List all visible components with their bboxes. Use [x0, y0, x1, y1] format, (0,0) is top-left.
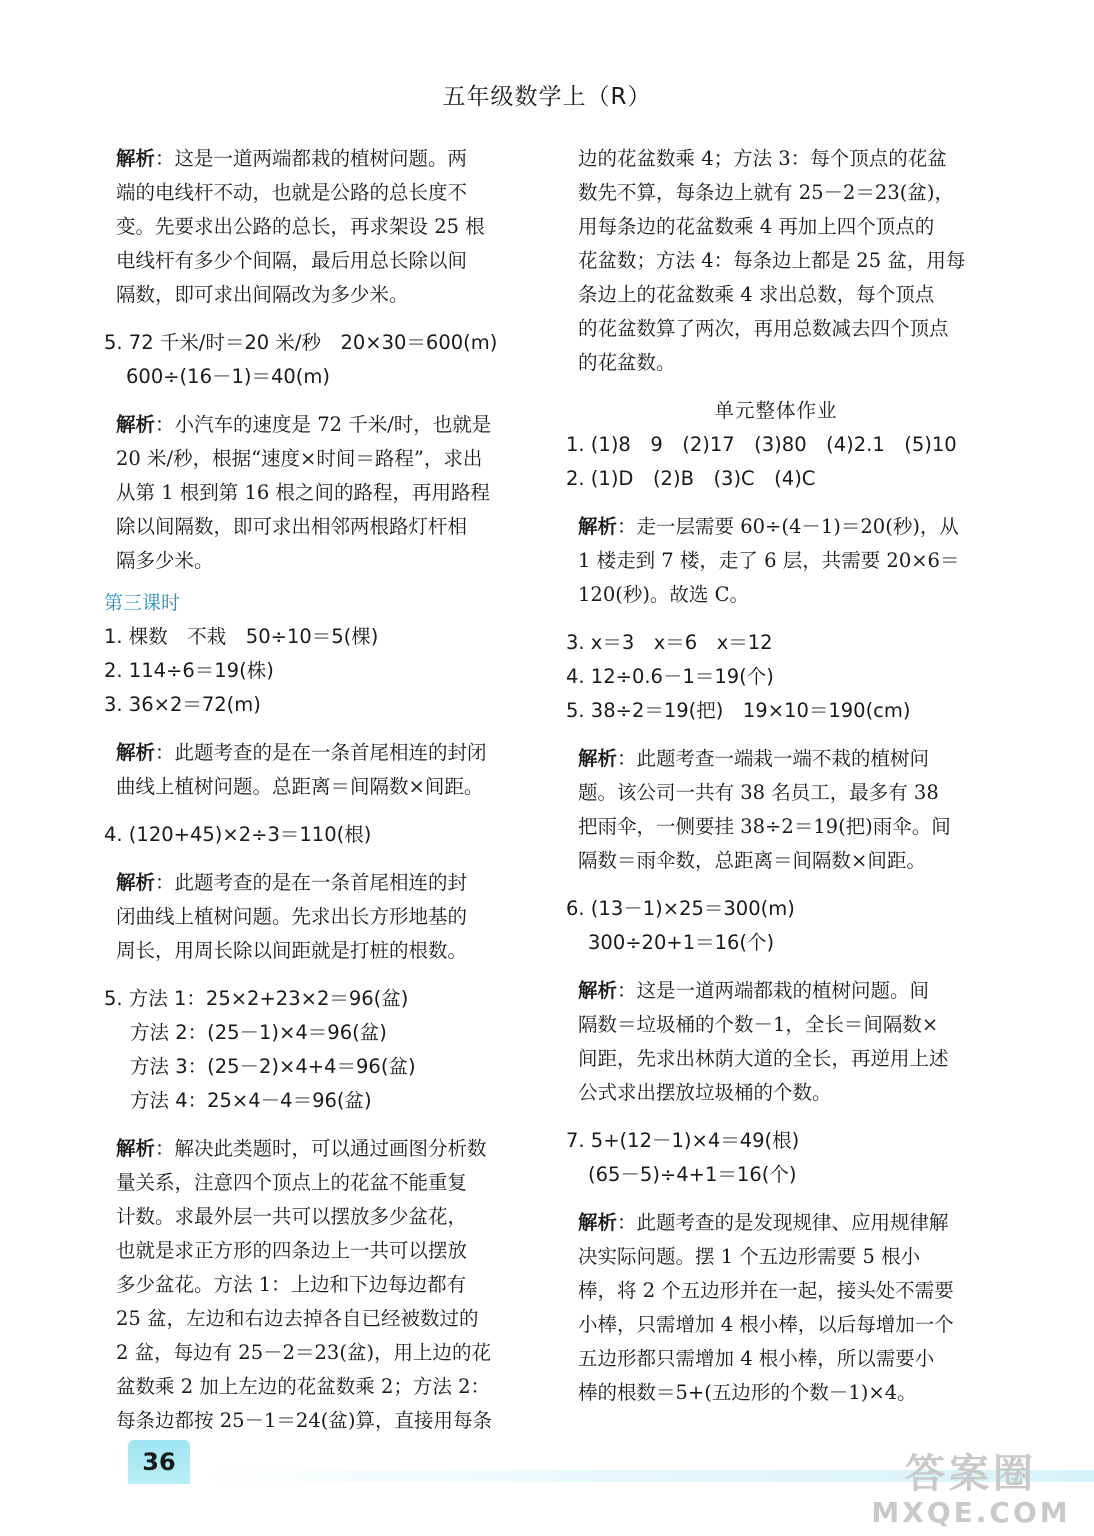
analysis-text: 每条边都按 25－1＝24(盆)算，直接用每条 [116, 1409, 492, 1432]
analysis-label: 解析 [116, 413, 156, 436]
analysis-block [104, 866, 528, 968]
answer-line: 300÷20+1＝16(个) [588, 931, 775, 954]
analysis-block [566, 742, 986, 878]
analysis-text: 除以间隔数，即可求出相邻两根路灯杆相 [116, 515, 468, 538]
analysis-text: 小棒，只需增加 4 根小棒，以后每增加一个 [578, 1313, 954, 1336]
analysis-text: 计数。求最外层一共可以摆放多少盆花， [116, 1205, 468, 1228]
answer-line: 方法 4：25×4－4＝96(盆) [130, 1089, 372, 1112]
analysis-text: 电线杆有多少个间隔，最后用总长除以间 [116, 249, 468, 272]
page-number: 36 [128, 1440, 190, 1484]
analysis-text: ：这是一道两端都栽的植树问题。间 [617, 979, 930, 1002]
answer-block [104, 982, 528, 1118]
answer-block [104, 818, 528, 852]
answer-block [104, 326, 528, 394]
page-header-title: 五年级数学上（R） [442, 84, 652, 110]
analysis-text: 盆数乘 2 加上左边的花盆数乘 2；方法 2： [116, 1375, 491, 1398]
analysis-text: 25 盆，左边和右边去掉各自已经被数过的 [116, 1307, 479, 1330]
analysis-text: 隔数，即可求出间隔改为多少米。 [116, 283, 409, 306]
analysis-text: 隔多少米。 [116, 549, 214, 572]
answer-line: 方法 3：(25－2)×4+4＝96(盆) [130, 1055, 416, 1078]
analysis-text: 从第 1 根到第 16 根之间的路程，再用路程 [116, 481, 491, 504]
analysis-text: 周长，用周长除以间距就是打桩的根数。 [116, 939, 468, 962]
answer-block [566, 626, 986, 728]
analysis-text: 题。该公司一共有 38 名员工，最多有 38 [578, 781, 939, 804]
section-title: 第三课时 [104, 592, 181, 614]
analysis-text: 的花盆数。 [578, 351, 676, 374]
analysis-text: 1 楼走到 7 楼，走了 6 层，共需要 20×6＝ [578, 549, 960, 572]
analysis-text: 花盆数；方法 4：每条边上都是 25 盆，用每 [578, 249, 966, 272]
analysis-block [104, 1132, 528, 1438]
analysis-text: 量关系，注意四个顶点上的花盆不能重复 [116, 1171, 468, 1194]
analysis-text: 曲线上植树问题。总距离＝间隔数×间距。 [116, 775, 484, 798]
analysis-text: 把雨伞，一侧要挂 38÷2＝19(把)雨伞。间 [578, 815, 951, 838]
answer-line: 4. (120+45)×2÷3＝110(根) [104, 823, 372, 846]
analysis-text: 棒的根数＝5+(五边形的个数－1)×4。 [578, 1381, 917, 1404]
analysis-text: 也就是求正方形的四条边上一共可以摆放 [116, 1239, 468, 1262]
analysis-label: 解析 [116, 871, 156, 894]
analysis-text: 120(秒)。故选 C。 [578, 583, 750, 606]
analysis-text: ：此题考查一端栽一端不栽的植树问 [617, 747, 930, 770]
answer-block [566, 428, 986, 496]
analysis-label: 解析 [578, 979, 618, 1002]
analysis-text: ：走一层需要 60÷(4－1)＝20(秒)，从 [617, 515, 959, 538]
answer-block [566, 1124, 986, 1192]
analysis-block [104, 408, 528, 578]
analysis-label: 解析 [578, 1211, 618, 1234]
analysis-label: 解析 [116, 147, 156, 170]
analysis-text: 端的电线杆不动，也就是公路的总长度不 [116, 181, 468, 204]
analysis-label: 解析 [578, 747, 618, 770]
analysis-text: ：这是一道两端都栽的植树问题。两 [155, 147, 468, 170]
answer-line: 600÷(16－1)＝40(m) [126, 365, 331, 388]
analysis-text: 2 盆，每边有 25－2＝23(盆)，用上边的花 [116, 1341, 492, 1364]
answer-line: 7. 5+(12－1)×4＝49(根) [566, 1129, 800, 1152]
answer-line: 4. 12÷0.6－1＝19(个) [566, 665, 774, 688]
answer-line: 方法 2：(25－1)×4＝96(盆) [130, 1021, 387, 1044]
analysis-text: 间距，先求出林荫大道的全长，再逆用上述 [578, 1047, 949, 1070]
analysis-text: ：此题考查的是在一条首尾相连的封闭 [155, 741, 487, 764]
answer-line: 3. 36×2＝72(m) [104, 693, 261, 716]
answer-line: 5. 72 千米/时＝20 米/秒 20×30＝600(m) [104, 331, 498, 354]
analysis-text: 隔数＝雨伞数，总距离＝间隔数×间距。 [578, 849, 926, 872]
analysis-continuation [566, 142, 986, 380]
answer-block [566, 892, 986, 960]
analysis-text: ：此题考查的是在一条首尾相连的封 [155, 871, 468, 894]
analysis-text: 20 米/秒，根据“速度×时间＝路程”，求出 [116, 447, 483, 470]
answer-line: 6. (13－1)×25＝300(m) [566, 897, 795, 920]
analysis-text: 用每条边的花盆数乘 4 再加上四个顶点的 [578, 215, 935, 238]
analysis-text: 五边形都只需增加 4 根小棒，所以需要小 [578, 1347, 935, 1370]
unit-homework-title: 单元整体作业 [714, 399, 838, 422]
analysis-text: 棒，将 2 个五边形并在一起，接头处不需要 [578, 1279, 954, 1302]
analysis-block [104, 142, 528, 312]
left-column [104, 142, 528, 1438]
analysis-text: 变。先要求出公路的总长，再求架设 25 根 [116, 215, 485, 238]
analysis-label: 解析 [116, 1137, 156, 1160]
analysis-text: 隔数＝垃圾桶的个数－1，全长＝间隔数× [578, 1013, 939, 1036]
analysis-text: 条边上的花盆数乘 4 求出总数，每个顶点 [578, 283, 935, 306]
right-column [566, 142, 986, 1410]
analysis-block [566, 510, 986, 612]
analysis-block [104, 736, 528, 804]
analysis-block [566, 1206, 986, 1410]
analysis-text: 边的花盆数乘 4；方法 3：每个顶点的花盆 [578, 147, 947, 170]
answer-line: 5. 方法 1：25×2+23×2＝96(盆) [104, 987, 409, 1010]
analysis-text: 闭曲线上植树问题。先求出长方形地基的 [116, 905, 468, 928]
answer-block [104, 620, 528, 722]
analysis-text: ：小汽车的速度是 72 千米/时，也就是 [155, 413, 492, 436]
answer-line: 2. (1)D (2)B (3)C (4)C [566, 467, 816, 490]
analysis-block [566, 974, 986, 1110]
analysis-text: ：解决此类题时，可以通过画图分析数 [155, 1137, 487, 1160]
analysis-text: 数先不算，每条边上就有 25－2＝23(盆)， [578, 181, 954, 204]
watermark-logo [866, 1450, 1076, 1528]
analysis-text: 公式求出摆放垃圾桶的个数。 [578, 1081, 832, 1104]
answer-line: 1. (1)8 9 (2)17 (3)80 (4)2.1 (5)10 [566, 433, 957, 456]
analysis-label: 解析 [116, 741, 156, 764]
analysis-text: ：此题考查的是发现规律、应用规律解 [617, 1211, 949, 1234]
answer-line: (65－5)÷4+1＝16(个) [588, 1163, 797, 1186]
answer-line: 2. 114÷6＝19(株) [104, 659, 274, 682]
analysis-text: 多少盆花。方法 1：上边和下边每边都有 [116, 1273, 467, 1296]
watermark-text: 答案圈 [905, 1451, 1037, 1497]
answer-line: 3. x＝3 x＝6 x＝12 [566, 631, 773, 654]
analysis-label: 解析 [578, 515, 618, 538]
analysis-text: 的花盆数算了两次，再用总数减去四个顶点 [578, 317, 949, 340]
answer-line: 1. 棵数 不栽 50÷10＝5(棵) [104, 625, 379, 648]
analysis-text: 决实际问题。摆 1 个五边形需要 5 根小 [578, 1245, 921, 1268]
answer-line: 5. 38÷2＝19(把) 19×10＝190(cm) [566, 699, 911, 722]
watermark-url: MXQE.COM [871, 1496, 1071, 1529]
